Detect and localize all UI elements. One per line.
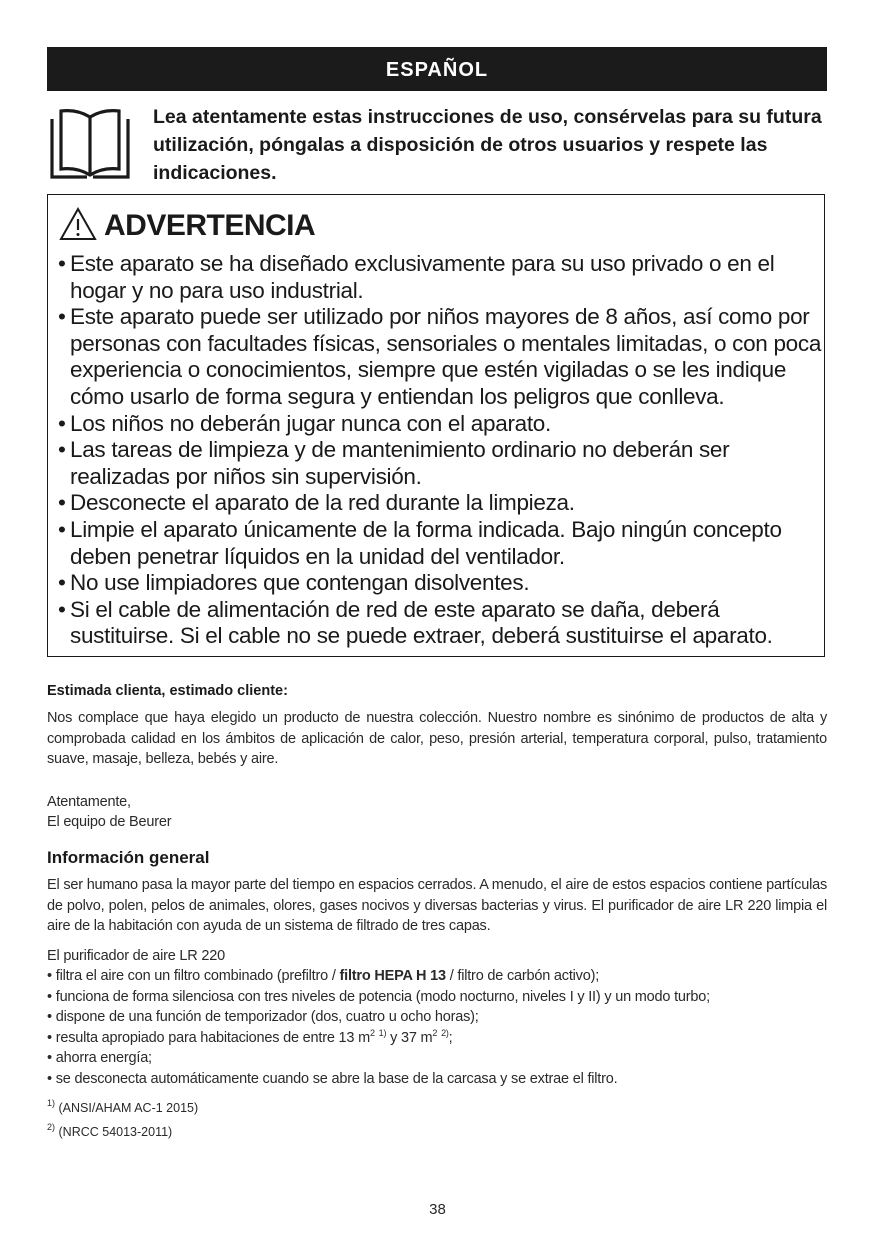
footnote-1: $^{1)}$ (ANSI/AHAM AC-1 2015): [47, 1098, 199, 1115]
warning-box: [47, 194, 825, 657]
general-info-text: El ser humano pasa la mayor parte del tiempo en espacios cerrados. A menudo, el aire de estos espacios contiene partículas de polvo, polen, pelos de animales, olores, gases nocivos y diversas bacterias y virus. El purificador de aire LR 220 limpia el aire de la habitación con ayuda de un sistema de filtrado de tres capas.: [47, 877, 828, 934]
footnote-2: $^{2)}$ (NRCC 54013-2011): [47, 1122, 173, 1139]
warning-item: • Limpie el aparato únicamente de la forma indicada. Bajo ningún concepto deben penetrar líquidos en la unidad del ventilador.: [58, 516, 782, 569]
feature-item: • resulta apropiado para habitaciones de entre 13 $m^2$ $^{1)}$ y 37 $m^2$ $^{2)}$;: [47, 1027, 453, 1046]
warning-item: • Las tareas de limpieza y de mantenimiento ordinario no deberán ser realizadas por niños sin supervisión.: [58, 437, 730, 489]
feature-item: • funciona de forma silenciosa con tres niveles de potencia (modo nocturno, niveles I y II) y un modo turbo;: [47, 988, 710, 1005]
warning-item: • Este aparato se ha diseñado exclusivamente para su uso privado o en el hogar y no para uso industrial.: [58, 251, 775, 303]
feature-item: • ahorra energía;: [47, 1050, 152, 1066]
feature-item: • dispone de una función de temporizador (dos, cuatro u ocho horas);: [47, 1009, 479, 1025]
warning-item: • Los niños no deberán jugar nunca con el aparato.: [58, 410, 551, 436]
warning-list: [58, 251, 824, 650]
read-instructions-notice: [47, 103, 829, 183]
warning-triangle-icon: [58, 206, 98, 242]
warning-item: • Si el cable de alimentación de red de este aparato se daña, deberá sustituirse. Si el cable no se puede extraer, deberá sustituirse el aparato.: [58, 596, 773, 649]
feature-item: • se desconecta automáticamente cuando se abre la base de la carcasa y se extrae el filtro.: [47, 1070, 618, 1087]
warning-item: • No use limpiadores que contengan disolventes.: [58, 570, 530, 596]
book-icon: [47, 105, 133, 183]
warning-item: • Este aparato puede ser utilizado por niños mayores de 8 años, así como por personas con facultades físicas, sensoriales o mentales limitadas, o con poca experiencia o conocimientos, siempre que estén vigiladas o se les indique cómo usarlo de forma segura y entiendan los peligros que conlleva.: [58, 304, 822, 409]
warning-title: ADVERTENCIA: [104, 209, 316, 242]
feature-list: [47, 966, 837, 1089]
page-number: 38: [429, 1201, 446, 1218]
greeting-title: Estimada clienta, estimado cliente:: [47, 683, 288, 699]
read-instructions-text: Lea atentamente estas instrucciones de uso, consérvelas para su futura utilización, póngalas a disposición de otros usuarios y respete las indicaciones.: [153, 106, 822, 184]
feature-item: • filtra el aire con un filtro combinado (prefiltro / filtro HEPA H 13 / filtro de carbón activo);: [47, 968, 600, 984]
greeting-intro: Nos complace que haya elegido un producto de nuestra colección. Nuestro nombre es sinónimo de productos de alta y comprobada calidad en los ámbitos de aplicación de calor, peso, presión arterial, temperatura corporal, pulso, tratamiento suave, masaje, belleza, bebés y aire.: [47, 710, 827, 767]
language-header: ESPAÑOL: [47, 47, 827, 91]
greeting-closing: Atentamente,: [47, 794, 131, 810]
general-info-title: Información general: [47, 848, 210, 867]
warning-item: • Desconecte el aparato de la red durante la limpieza.: [58, 490, 575, 516]
purifier-title: El purificador de aire LR 220: [47, 948, 225, 964]
greeting-signature: El equipo de Beurer: [47, 814, 172, 830]
